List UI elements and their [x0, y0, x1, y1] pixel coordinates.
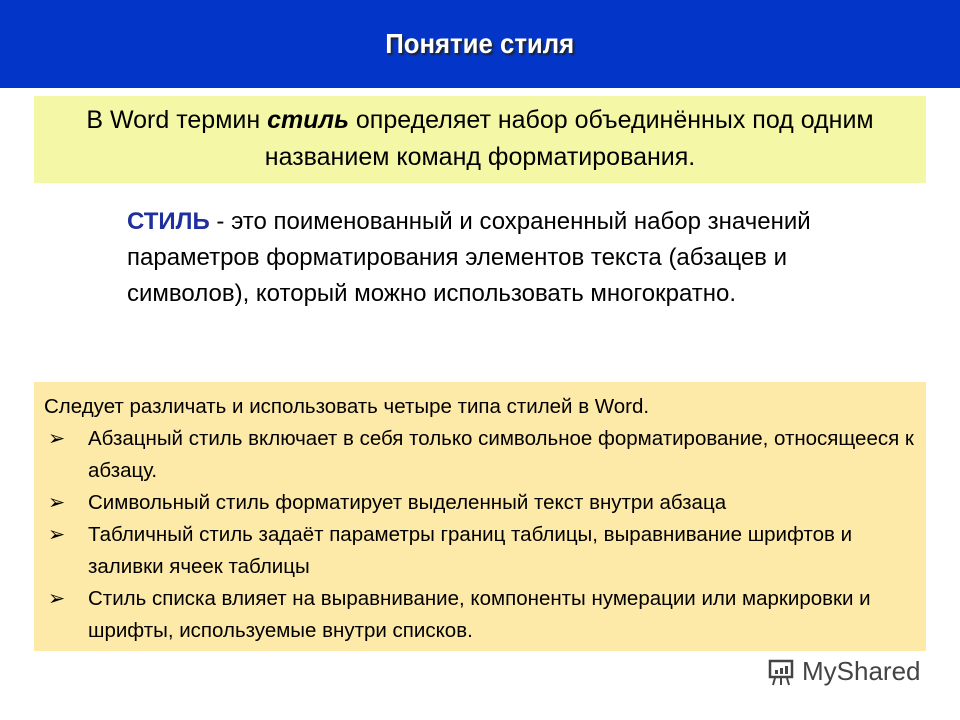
intro-box [34, 96, 926, 183]
presentation-board-icon [766, 657, 796, 687]
definition-text: - это поименованный и сохраненный набор значений параметров форматирования элементов текста (абзацев и символов), который можно использовать многократно. [127, 208, 811, 307]
intro-term: стиль [267, 106, 349, 134]
arrow-bullet-icon: ➢ [48, 587, 66, 610]
slide-header [0, 0, 960, 88]
list-item-text: Абзацный стиль включает в себя только символьное форматирование, относящееся к абзацу. [88, 427, 914, 482]
style-types-lead: Следует различать и использовать четыре типа стилей в Word. [44, 395, 650, 418]
list-item-text: Табличный стиль задаёт параметры границ таблицы, выравнивание шрифтов и заливки ячеек таблицы [88, 523, 853, 578]
style-types-box [34, 382, 926, 651]
list-item [44, 519, 916, 583]
definition [127, 204, 887, 312]
definition-term: СТИЛЬ [127, 208, 210, 235]
list-item-text: Символьный стиль форматирует выделенный текст внутри абзаца [88, 491, 727, 514]
myshared-logo [766, 656, 921, 687]
list-item [44, 487, 916, 519]
list-item [44, 423, 916, 487]
intro-text-after: определяет набор объединённых под одним названием команд форматирования. [264, 106, 874, 171]
arrow-bullet-icon: ➢ [48, 427, 66, 450]
arrow-bullet-icon: ➢ [48, 523, 66, 546]
intro-text-before: В Word термин [86, 106, 268, 134]
list-item [44, 583, 916, 647]
arrow-bullet-icon: ➢ [48, 491, 66, 514]
watermark-text: MyShared [802, 656, 921, 686]
list-item-text: Стиль списка влияет на выравнивание, компоненты нумерации или маркировки и шрифты, используемые внутри списков. [88, 587, 871, 642]
slide-title: Понятие стиля [385, 28, 575, 59]
